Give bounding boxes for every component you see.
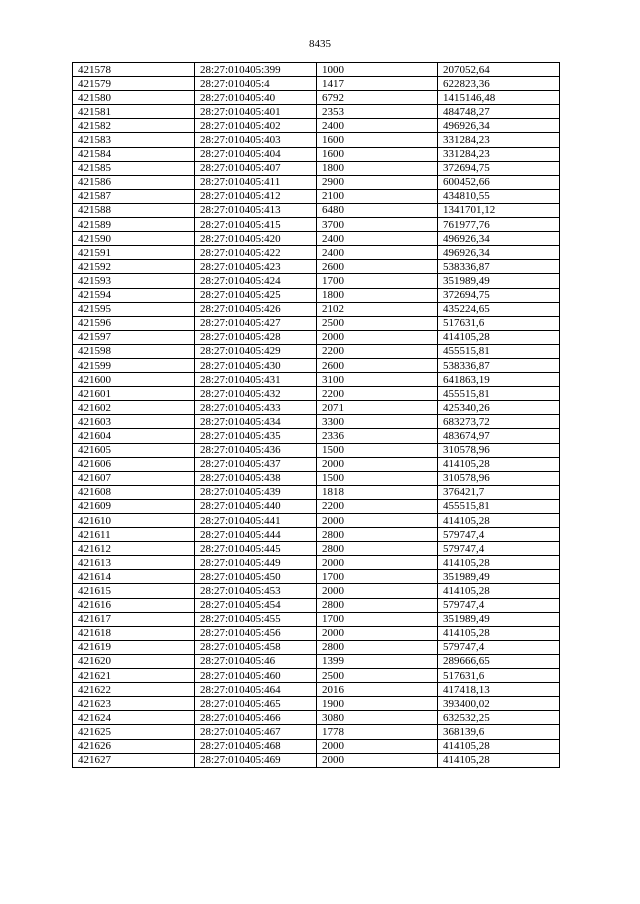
cadastral-value-cell: 372694,75: [438, 288, 560, 302]
cadastral-number-cell: 28:27:010405:431: [195, 373, 317, 387]
area-cell: 1600: [317, 147, 438, 161]
cadastral-number-cell: 28:27:010405:420: [195, 232, 317, 246]
cadastral-number-cell: 28:27:010405:435: [195, 429, 317, 443]
table-row: [73, 91, 560, 105]
cadastral-value-cell: 683273,72: [438, 415, 560, 429]
area-cell: 2900: [317, 175, 438, 189]
area-cell: 2000: [317, 556, 438, 570]
cadastral-number-cell: 28:27:010405:449: [195, 556, 317, 570]
area-cell: 2000: [317, 584, 438, 598]
table-row: [73, 725, 560, 739]
table-row: [73, 598, 560, 612]
table-body: [73, 63, 560, 768]
cadastral-value-cell: 455515,81: [438, 499, 560, 513]
cadastral-value-cell: 1415146,48: [438, 91, 560, 105]
area-cell: 3300: [317, 415, 438, 429]
cadastral-value-cell: 376421,7: [438, 485, 560, 499]
cadastral-number-cell: 28:27:010405:456: [195, 626, 317, 640]
row-number-cell: 421605: [73, 443, 195, 457]
cadastral-value-cell: 538336,87: [438, 260, 560, 274]
cadastral-number-cell: 28:27:010405:469: [195, 753, 317, 767]
table-row: [73, 161, 560, 175]
table-row: [73, 246, 560, 260]
row-number-cell: 421613: [73, 556, 195, 570]
cadastral-number-cell: 28:27:010405:401: [195, 105, 317, 119]
cadastral-number-cell: 28:27:010405:46: [195, 654, 317, 668]
table-row: [73, 669, 560, 683]
table-row: [73, 612, 560, 626]
area-cell: 2600: [317, 358, 438, 372]
area-cell: 1417: [317, 77, 438, 91]
area-cell: 2400: [317, 246, 438, 260]
cadastral-number-cell: 28:27:010405:415: [195, 218, 317, 232]
row-number-cell: 421597: [73, 330, 195, 344]
row-number-cell: 421593: [73, 274, 195, 288]
table-row: [73, 528, 560, 542]
cadastral-number-cell: 28:27:010405:422: [195, 246, 317, 260]
table-row: [73, 471, 560, 485]
table-row: [73, 373, 560, 387]
cadastral-value-cell: 414105,28: [438, 556, 560, 570]
table-row: [73, 401, 560, 415]
page-number: 8435: [309, 38, 331, 50]
area-cell: 2071: [317, 401, 438, 415]
row-number-cell: 421614: [73, 570, 195, 584]
row-number-cell: 421578: [73, 63, 195, 77]
table-row: [73, 387, 560, 401]
cadastral-number-cell: 28:27:010405:403: [195, 133, 317, 147]
cadastral-value-cell: 579747,4: [438, 598, 560, 612]
row-number-cell: 421609: [73, 499, 195, 513]
table-row: [73, 753, 560, 767]
area-cell: 2353: [317, 105, 438, 119]
row-number-cell: 421623: [73, 697, 195, 711]
cadastral-number-cell: 28:27:010405:441: [195, 514, 317, 528]
area-cell: 1818: [317, 485, 438, 499]
table-row: [73, 514, 560, 528]
row-number-cell: 421590: [73, 232, 195, 246]
row-number-cell: 421581: [73, 105, 195, 119]
table-row: [73, 274, 560, 288]
row-number-cell: 421585: [73, 161, 195, 175]
area-cell: 1500: [317, 443, 438, 457]
cadastral-value-cell: 310578,96: [438, 471, 560, 485]
table-row: [73, 584, 560, 598]
row-number-cell: 421621: [73, 669, 195, 683]
row-number-cell: 421625: [73, 725, 195, 739]
cadastral-number-cell: 28:27:010405:427: [195, 316, 317, 330]
row-number-cell: 421616: [73, 598, 195, 612]
cadastral-number-cell: 28:27:010405:404: [195, 147, 317, 161]
row-number-cell: 421598: [73, 344, 195, 358]
cadastral-number-cell: 28:27:010405:438: [195, 471, 317, 485]
area-cell: 3100: [317, 373, 438, 387]
area-cell: 2000: [317, 330, 438, 344]
area-cell: 1778: [317, 725, 438, 739]
cadastral-number-cell: 28:27:010405:413: [195, 203, 317, 217]
cadastral-number-cell: 28:27:010405:454: [195, 598, 317, 612]
cadastral-number-cell: 28:27:010405:428: [195, 330, 317, 344]
row-number-cell: 421589: [73, 218, 195, 232]
cadastral-number-cell: 28:27:010405:4: [195, 77, 317, 91]
table-row: [73, 175, 560, 189]
cadastral-number-cell: 28:27:010405:411: [195, 175, 317, 189]
area-cell: 6480: [317, 203, 438, 217]
cadastral-number-cell: 28:27:010405:464: [195, 683, 317, 697]
row-number-cell: 421611: [73, 528, 195, 542]
cadastral-number-cell: 28:27:010405:467: [195, 725, 317, 739]
cadastral-value-cell: 579747,4: [438, 640, 560, 654]
cadastral-value-cell: 641863,19: [438, 373, 560, 387]
cadastral-value-cell: 579747,4: [438, 542, 560, 556]
cadastral-value-cell: 393400,02: [438, 697, 560, 711]
area-cell: 3080: [317, 711, 438, 725]
cadastral-value-cell: 414105,28: [438, 457, 560, 471]
area-cell: 2400: [317, 232, 438, 246]
table-row: [73, 260, 560, 274]
table-row: [73, 654, 560, 668]
area-cell: 2200: [317, 387, 438, 401]
table-row: [73, 499, 560, 513]
cadastral-number-cell: 28:27:010405:436: [195, 443, 317, 457]
cadastral-value-table: [72, 62, 560, 768]
cadastral-number-cell: 28:27:010405:407: [195, 161, 317, 175]
cadastral-number-cell: 28:27:010405:424: [195, 274, 317, 288]
area-cell: 2600: [317, 260, 438, 274]
area-cell: 2336: [317, 429, 438, 443]
cadastral-value-cell: 351989,49: [438, 274, 560, 288]
cadastral-value-cell: 372694,75: [438, 161, 560, 175]
table-row: [73, 302, 560, 316]
row-number-cell: 421587: [73, 189, 195, 203]
table-row: [73, 344, 560, 358]
row-number-cell: 421600: [73, 373, 195, 387]
area-cell: 2500: [317, 669, 438, 683]
row-number-cell: 421583: [73, 133, 195, 147]
cadastral-value-cell: 517631,6: [438, 669, 560, 683]
area-cell: 3700: [317, 218, 438, 232]
area-cell: 1700: [317, 612, 438, 626]
cadastral-value-cell: 417418,13: [438, 683, 560, 697]
table-row: [73, 429, 560, 443]
row-number-cell: 421620: [73, 654, 195, 668]
area-cell: 1800: [317, 161, 438, 175]
table-row: [73, 77, 560, 91]
cadastral-number-cell: 28:27:010405:433: [195, 401, 317, 415]
cadastral-number-cell: 28:27:010405:402: [195, 119, 317, 133]
area-cell: 2800: [317, 640, 438, 654]
table-row: [73, 218, 560, 232]
cadastral-value-cell: 600452,66: [438, 175, 560, 189]
table-row: [73, 105, 560, 119]
cadastral-value-cell: 414105,28: [438, 753, 560, 767]
area-cell: 2016: [317, 683, 438, 697]
cadastral-value-cell: 1341701,12: [438, 203, 560, 217]
row-number-cell: 421584: [73, 147, 195, 161]
cadastral-value-cell: 414105,28: [438, 514, 560, 528]
cadastral-number-cell: 28:27:010405:440: [195, 499, 317, 513]
area-cell: 2000: [317, 753, 438, 767]
area-cell: 1700: [317, 274, 438, 288]
cadastral-value-cell: 434810,55: [438, 189, 560, 203]
area-cell: 2102: [317, 302, 438, 316]
row-number-cell: 421622: [73, 683, 195, 697]
cadastral-value-cell: 207052,64: [438, 63, 560, 77]
row-number-cell: 421594: [73, 288, 195, 302]
cadastral-value-cell: 484748,27: [438, 105, 560, 119]
cadastral-number-cell: 28:27:010405:399: [195, 63, 317, 77]
cadastral-value-cell: 331284,23: [438, 147, 560, 161]
table-row: [73, 697, 560, 711]
row-number-cell: 421612: [73, 542, 195, 556]
cadastral-value-cell: 761977,76: [438, 218, 560, 232]
cadastral-value-cell: 496926,34: [438, 246, 560, 260]
row-number-cell: 421603: [73, 415, 195, 429]
area-cell: 2200: [317, 499, 438, 513]
row-number-cell: 421607: [73, 471, 195, 485]
area-cell: 2800: [317, 598, 438, 612]
table-row: [73, 415, 560, 429]
cadastral-value-cell: 310578,96: [438, 443, 560, 457]
row-number-cell: 421586: [73, 175, 195, 189]
table-row: [73, 316, 560, 330]
cadastral-number-cell: 28:27:010405:460: [195, 669, 317, 683]
area-cell: 2000: [317, 626, 438, 640]
cadastral-number-cell: 28:27:010405:465: [195, 697, 317, 711]
cadastral-number-cell: 28:27:010405:412: [195, 189, 317, 203]
area-cell: 1700: [317, 570, 438, 584]
cadastral-value-cell: 622823,36: [438, 77, 560, 91]
table-row: [73, 640, 560, 654]
area-cell: 2000: [317, 457, 438, 471]
cadastral-value-cell: 435224,65: [438, 302, 560, 316]
cadastral-value-cell: 538336,87: [438, 358, 560, 372]
cadastral-number-cell: 28:27:010405:439: [195, 485, 317, 499]
table-row: [73, 203, 560, 217]
row-number-cell: 421588: [73, 203, 195, 217]
table-row: [73, 119, 560, 133]
table-row: [73, 189, 560, 203]
area-cell: 2000: [317, 514, 438, 528]
area-cell: 2200: [317, 344, 438, 358]
cadastral-value-cell: 414105,28: [438, 584, 560, 598]
table-row: [73, 542, 560, 556]
cadastral-value-cell: 579747,4: [438, 528, 560, 542]
row-number-cell: 421608: [73, 485, 195, 499]
row-number-cell: 421595: [73, 302, 195, 316]
table-row: [73, 711, 560, 725]
cadastral-number-cell: 28:27:010405:468: [195, 739, 317, 753]
area-cell: 1600: [317, 133, 438, 147]
table-row: [73, 485, 560, 499]
row-number-cell: 421626: [73, 739, 195, 753]
cadastral-value-cell: 496926,34: [438, 119, 560, 133]
cadastral-number-cell: 28:27:010405:429: [195, 344, 317, 358]
cadastral-value-cell: 455515,81: [438, 387, 560, 401]
row-number-cell: 421615: [73, 584, 195, 598]
table-row: [73, 63, 560, 77]
cadastral-value-cell: 351989,49: [438, 570, 560, 584]
table-row: [73, 330, 560, 344]
cadastral-number-cell: 28:27:010405:445: [195, 542, 317, 556]
row-number-cell: 421591: [73, 246, 195, 260]
row-number-cell: 421618: [73, 626, 195, 640]
row-number-cell: 421617: [73, 612, 195, 626]
area-cell: 1800: [317, 288, 438, 302]
area-cell: 2800: [317, 528, 438, 542]
cadastral-number-cell: 28:27:010405:458: [195, 640, 317, 654]
row-number-cell: 421606: [73, 457, 195, 471]
cadastral-number-cell: 28:27:010405:455: [195, 612, 317, 626]
cadastral-value-cell: 632532,25: [438, 711, 560, 725]
table-row: [73, 570, 560, 584]
row-number-cell: 421619: [73, 640, 195, 654]
row-number-cell: 421582: [73, 119, 195, 133]
table-row: [73, 147, 560, 161]
row-number-cell: 421627: [73, 753, 195, 767]
cadastral-value-cell: 289666,65: [438, 654, 560, 668]
cadastral-number-cell: 28:27:010405:437: [195, 457, 317, 471]
row-number-cell: 421596: [73, 316, 195, 330]
cadastral-number-cell: 28:27:010405:444: [195, 528, 317, 542]
table-row: [73, 457, 560, 471]
row-number-cell: 421604: [73, 429, 195, 443]
cadastral-value-cell: 425340,26: [438, 401, 560, 415]
cadastral-number-cell: 28:27:010405:466: [195, 711, 317, 725]
table-row: [73, 626, 560, 640]
row-number-cell: 421602: [73, 401, 195, 415]
row-number-cell: 421601: [73, 387, 195, 401]
cadastral-value-cell: 351989,49: [438, 612, 560, 626]
area-cell: 2000: [317, 739, 438, 753]
area-cell: 1900: [317, 697, 438, 711]
row-number-cell: 421592: [73, 260, 195, 274]
row-number-cell: 421624: [73, 711, 195, 725]
cadastral-number-cell: 28:27:010405:430: [195, 358, 317, 372]
cadastral-number-cell: 28:27:010405:432: [195, 387, 317, 401]
cadastral-number-cell: 28:27:010405:426: [195, 302, 317, 316]
table-row: [73, 232, 560, 246]
cadastral-value-cell: 455515,81: [438, 344, 560, 358]
area-cell: 6792: [317, 91, 438, 105]
cadastral-number-cell: 28:27:010405:40: [195, 91, 317, 105]
table-row: [73, 443, 560, 457]
row-number-cell: 421610: [73, 514, 195, 528]
row-number-cell: 421580: [73, 91, 195, 105]
row-number-cell: 421579: [73, 77, 195, 91]
table-row: [73, 133, 560, 147]
cadastral-number-cell: 28:27:010405:425: [195, 288, 317, 302]
cadastral-value-cell: 414105,28: [438, 626, 560, 640]
cadastral-value-cell: 483674,97: [438, 429, 560, 443]
cadastral-value-cell: 331284,23: [438, 133, 560, 147]
table-row: [73, 358, 560, 372]
cadastral-value-cell: 414105,28: [438, 739, 560, 753]
area-cell: 1000: [317, 63, 438, 77]
cadastral-value-cell: 496926,34: [438, 232, 560, 246]
area-cell: 1500: [317, 471, 438, 485]
area-cell: 2400: [317, 119, 438, 133]
area-cell: 2100: [317, 189, 438, 203]
cadastral-value-cell: 517631,6: [438, 316, 560, 330]
area-cell: 1399: [317, 654, 438, 668]
area-cell: 2800: [317, 542, 438, 556]
table-row: [73, 556, 560, 570]
table-row: [73, 288, 560, 302]
cadastral-value-cell: 368139,6: [438, 725, 560, 739]
cadastral-number-cell: 28:27:010405:423: [195, 260, 317, 274]
row-number-cell: 421599: [73, 358, 195, 372]
cadastral-value-cell: 414105,28: [438, 330, 560, 344]
area-cell: 2500: [317, 316, 438, 330]
table-row: [73, 739, 560, 753]
cadastral-number-cell: 28:27:010405:450: [195, 570, 317, 584]
cadastral-number-cell: 28:27:010405:453: [195, 584, 317, 598]
cadastral-number-cell: 28:27:010405:434: [195, 415, 317, 429]
table-row: [73, 683, 560, 697]
